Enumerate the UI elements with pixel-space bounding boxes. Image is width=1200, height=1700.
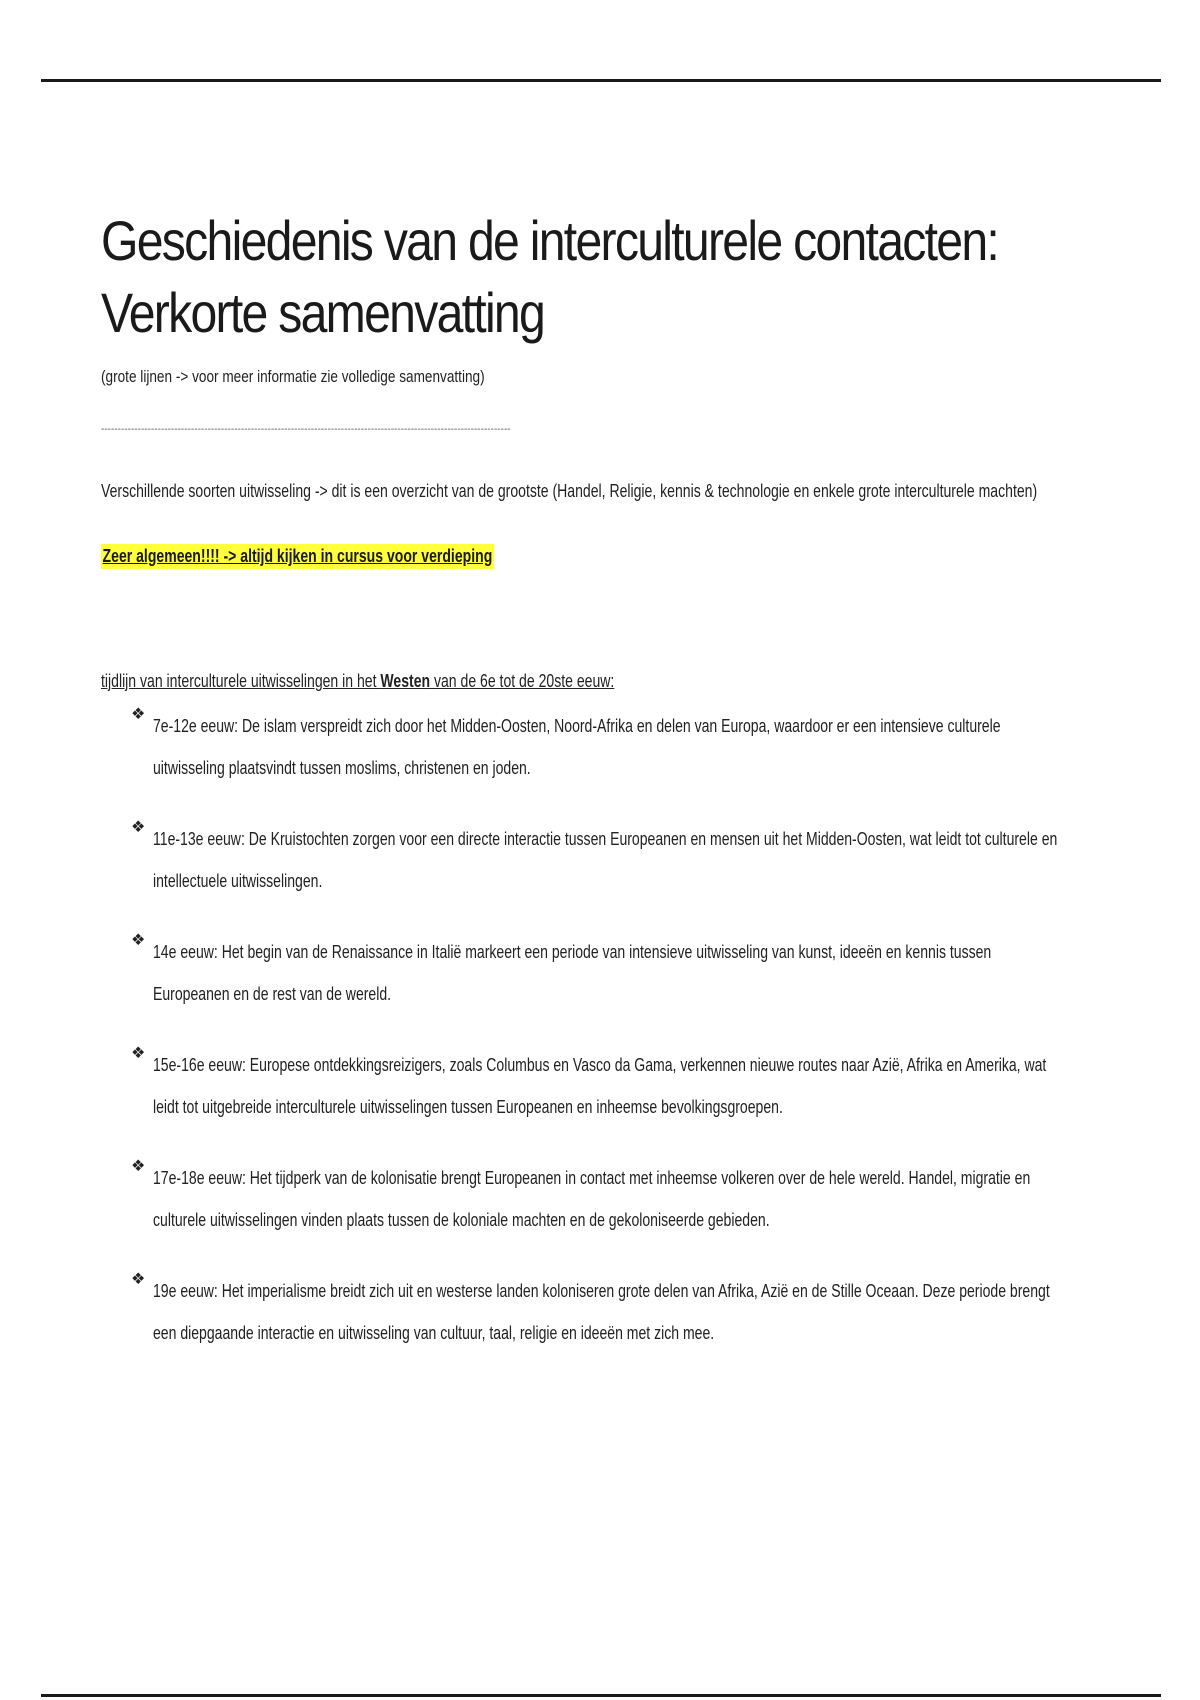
timeline-heading-pre: tijdlijn van interculturele uitwisselingen in het	[101, 671, 381, 691]
list-item	[101, 1044, 1101, 1117]
intro-paragraph: Verschillende soorten uitwisseling -> dit is een overzicht van de grootste (Handel, Religie, kennis & technologie en enkele grote interculturele machten)	[101, 481, 1038, 501]
list-item	[101, 931, 1101, 1004]
dashed-divider: ---------------------------------------------------------------------------------------------------------------------------	[101, 425, 511, 435]
bullet-icon: ❖	[131, 1158, 146, 1175]
list-item	[101, 818, 1101, 891]
bullet-icon: ❖	[131, 706, 146, 723]
bullet-icon: ❖	[131, 1045, 146, 1062]
title-line-1: Geschiedenis van de interculturele contacten:	[101, 209, 999, 272]
top-divider	[41, 79, 1161, 82]
bullet-icon: ❖	[131, 1271, 146, 1288]
highlighted-note: Zeer algemeen!!!! -> altijd kijken in cursus voor verdieping	[101, 544, 494, 569]
page-title	[101, 205, 1099, 349]
list-item-text: 11e-13e eeuw: De Kruistochten zorgen voor een directe interactie tussen Europeanen en mensen uit het Midden-Oosten, wat leidt tot culturele en intellectuele uitwisselingen.	[153, 829, 1058, 891]
bullet-icon: ❖	[131, 932, 146, 949]
timeline-heading	[101, 671, 881, 692]
list-item	[101, 1270, 1101, 1343]
list-item-text: 7e-12e eeuw: De islam verspreidt zich door het Midden-Oosten, Noord-Afrika en delen van Europa, waardoor er een intensieve culturele uitwisseling plaatsvindt tussen moslims, christenen en joden.	[153, 716, 1001, 778]
bullet-icon: ❖	[131, 819, 146, 836]
title-line-2: Verkorte samenvatting	[101, 281, 545, 344]
bottom-divider	[41, 1694, 1161, 1697]
document-body	[101, 205, 1101, 1394]
list-item-text: 19e eeuw: Het imperialisme breidt zich uit en westerse landen koloniseren grote delen van Afrika, Azië en de Stille Oceaan. Deze periode brengt een diepgaande interactie en uitwisseling van cultuur, taal, religie en ideeën met zich mee.	[153, 1281, 1050, 1343]
subtitle: (grote lijnen -> voor meer informatie zie volledige samenvatting)	[101, 367, 485, 386]
timeline-list	[101, 705, 1101, 1343]
list-item-text: 14e eeuw: Het begin van de Renaissance in Italië markeert een periode van intensieve uitwisseling van kunst, ideeën en kennis tussen Europeanen en de rest van de wereld.	[153, 942, 992, 1004]
list-item-text: 17e-18e eeuw: Het tijdperk van de kolonisatie brengt Europeanen in contact met inheemse volkeren over de hele wereld. Handel, migratie en culturele uitwisselingen vinden plaats tussen de koloniale machten en de gekoloniseerde gebieden.	[153, 1168, 1031, 1230]
list-item	[101, 705, 1101, 778]
list-item-text: 15e-16e eeuw: Europese ontdekkingsreizigers, zoals Columbus en Vasco da Gama, verkennen nieuwe routes naar Azië, Afrika en Amerika, wat leidt tot uitgebreide interculturele uitwisselingen tussen Europeanen en inheemse bevolkingsgroepen.	[153, 1055, 1047, 1117]
timeline-heading-post: van de 6e tot de 20ste eeuw:	[430, 671, 615, 691]
timeline-heading-bold: Westen	[380, 671, 431, 691]
list-item	[101, 1157, 1101, 1230]
